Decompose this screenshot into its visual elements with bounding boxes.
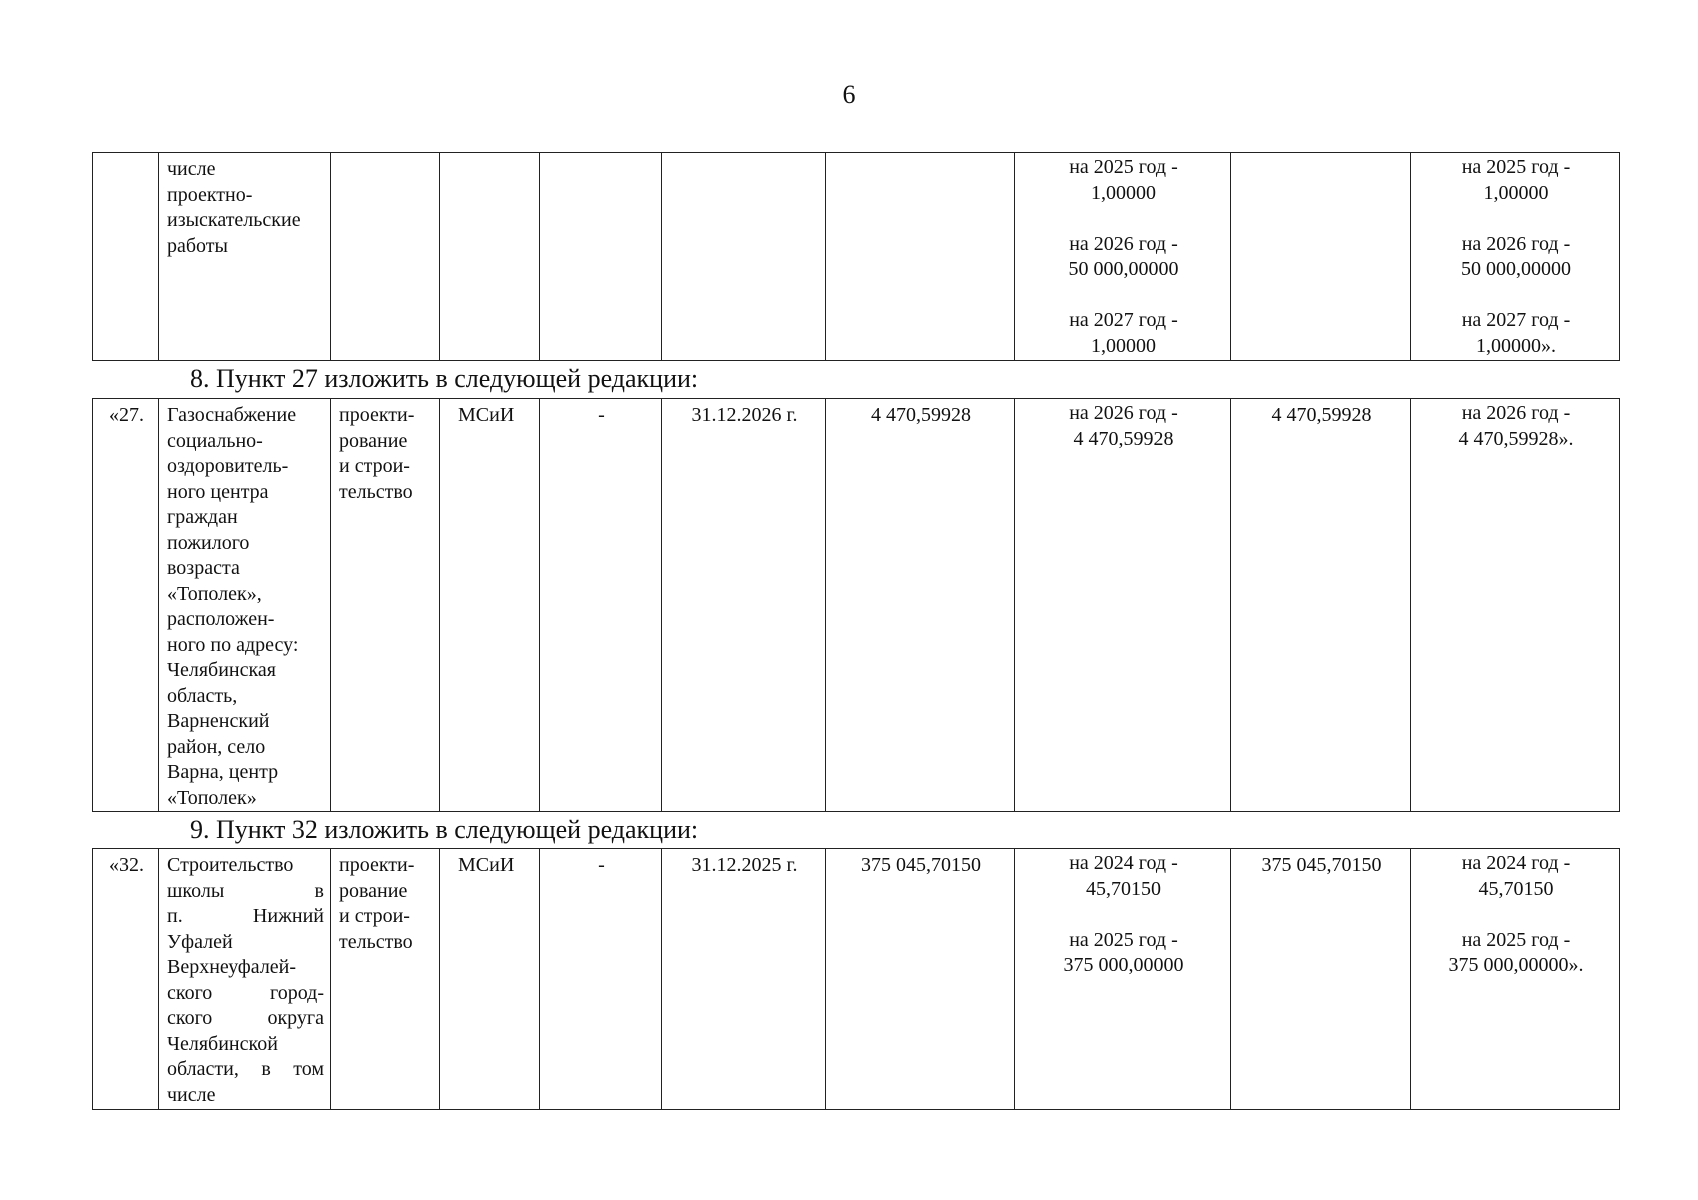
object-name-cell: числе проектно- изыскательские работы: [159, 153, 331, 361]
deadline-cell: 31.12.2026 г.: [662, 399, 826, 812]
capacity-cell: -: [540, 849, 662, 1110]
deadline-cell: 31.12.2025 г.: [662, 849, 826, 1110]
work-type-cell: [331, 153, 440, 361]
deadline-cell: [662, 153, 826, 361]
yearly-funding-cell: на 2025 год - 1,00000 на 2026 год - 50 000,00000 на 2027 год - 1,00000: [1015, 153, 1231, 361]
object-name-cell: Газоснабжение социально- оздоровитель- ного центра граждан пожилого возраста «Тополек», расположен- ного по адресу: Челябинская область, Варненский район, село Варна, центр «Тополек»: [159, 399, 331, 812]
table-continuation: [92, 152, 1620, 361]
yearly-funding-cell: на 2026 год - 4 470,59928: [1015, 399, 1231, 812]
budget-total-cell: [1231, 153, 1411, 361]
page-number: 6: [842, 80, 856, 109]
capacity-cell: -: [540, 399, 662, 812]
num-cell: «27.: [93, 399, 159, 812]
capacity-cell: [540, 153, 662, 361]
num-cell: [93, 153, 159, 361]
budget-yearly-cell: на 2024 год - 45,70150 на 2025 год - 375 000,00000».: [1411, 849, 1620, 1110]
heading-item-8: 8. Пункт 27 изложить в следующей редакции:: [190, 364, 699, 393]
total-cost-cell: 4 470,59928: [826, 399, 1015, 812]
budget-yearly-cell: на 2025 год - 1,00000 на 2026 год - 50 000,00000 на 2027 год - 1,00000».: [1411, 153, 1620, 361]
table-item-27: [92, 398, 1620, 812]
budget-total-cell: 4 470,59928: [1231, 399, 1411, 812]
total-cost-cell: [826, 153, 1015, 361]
organization-cell: МСиИ: [440, 849, 540, 1110]
object-name-cell: Строительство школы в п. Нижний Уфалей Верхнеуфалей- ского город- ского округа Челябинской области, в том числе: [159, 849, 331, 1110]
organization-cell: МСиИ: [440, 399, 540, 812]
budget-yearly-cell: на 2026 год - 4 470,59928».: [1411, 399, 1620, 812]
yearly-funding-cell: на 2024 год - 45,70150 на 2025 год - 375 000,00000: [1015, 849, 1231, 1110]
organization-cell: [440, 153, 540, 361]
budget-total-cell: 375 045,70150: [1231, 849, 1411, 1110]
heading-item-9: 9. Пункт 32 изложить в следующей редакции:: [190, 815, 699, 844]
work-type-cell: проекти- рование и строи- тельство: [331, 849, 440, 1110]
work-type-cell: проекти- рование и строи- тельство: [331, 399, 440, 812]
table-item-32: [92, 848, 1620, 1110]
total-cost-cell: 375 045,70150: [826, 849, 1015, 1110]
num-cell: «32.: [93, 849, 159, 1110]
